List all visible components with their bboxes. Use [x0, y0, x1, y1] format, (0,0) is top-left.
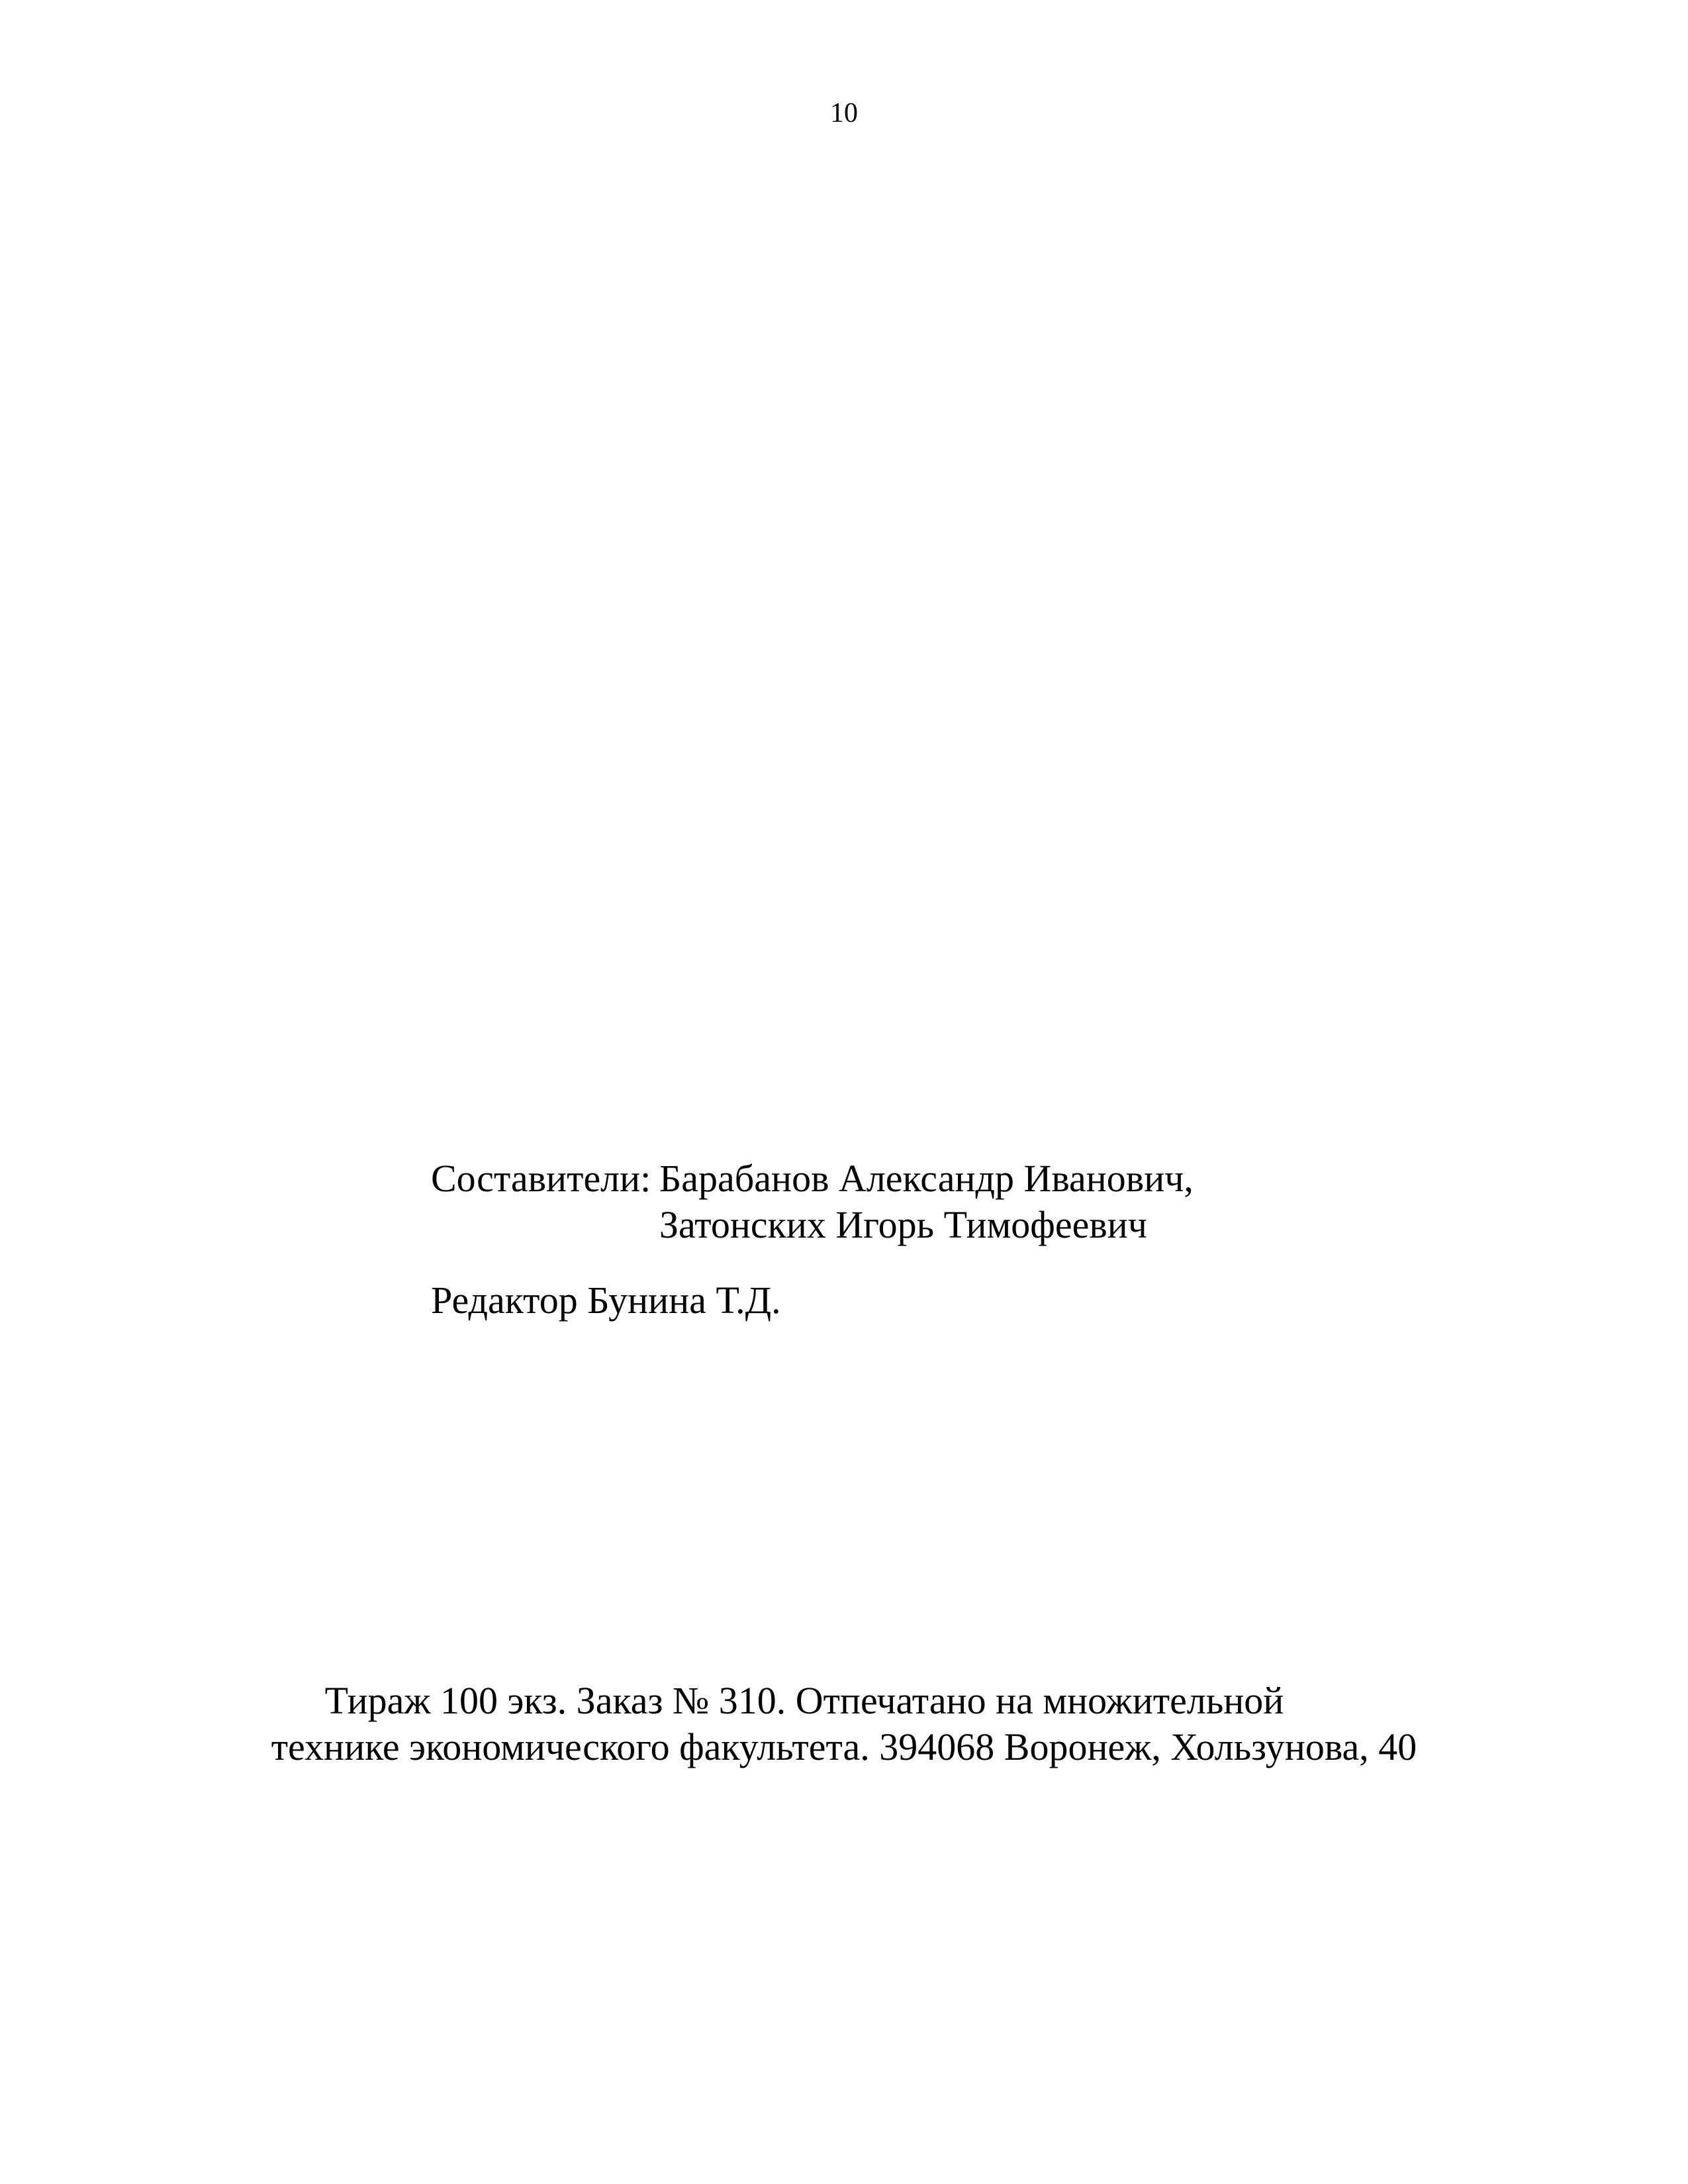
- imprint-line-1: Тираж 100 экз. Заказ № 310. Отпечатано на множительной: [324, 1679, 1284, 1722]
- page-number: 10: [830, 98, 858, 128]
- editor-line: Редактор Бунина Т.Д.: [431, 1279, 781, 1322]
- compiler-name-1: Барабанов Александр Иванович,: [659, 1157, 1194, 1200]
- compilers-label: Составители:: [431, 1157, 651, 1200]
- imprint-block: [0, 1678, 1688, 1770]
- compilers-row-2: [431, 1202, 1194, 1248]
- imprint-line-2: технике экономического факультета. 394068 Воронеж, Хользунова, 40: [271, 1725, 1417, 1768]
- compilers-block: [431, 1156, 1194, 1248]
- compilers-row-1: [431, 1156, 1194, 1202]
- compiler-name-2: Затонских Игорь Тимофеевич: [659, 1203, 1147, 1246]
